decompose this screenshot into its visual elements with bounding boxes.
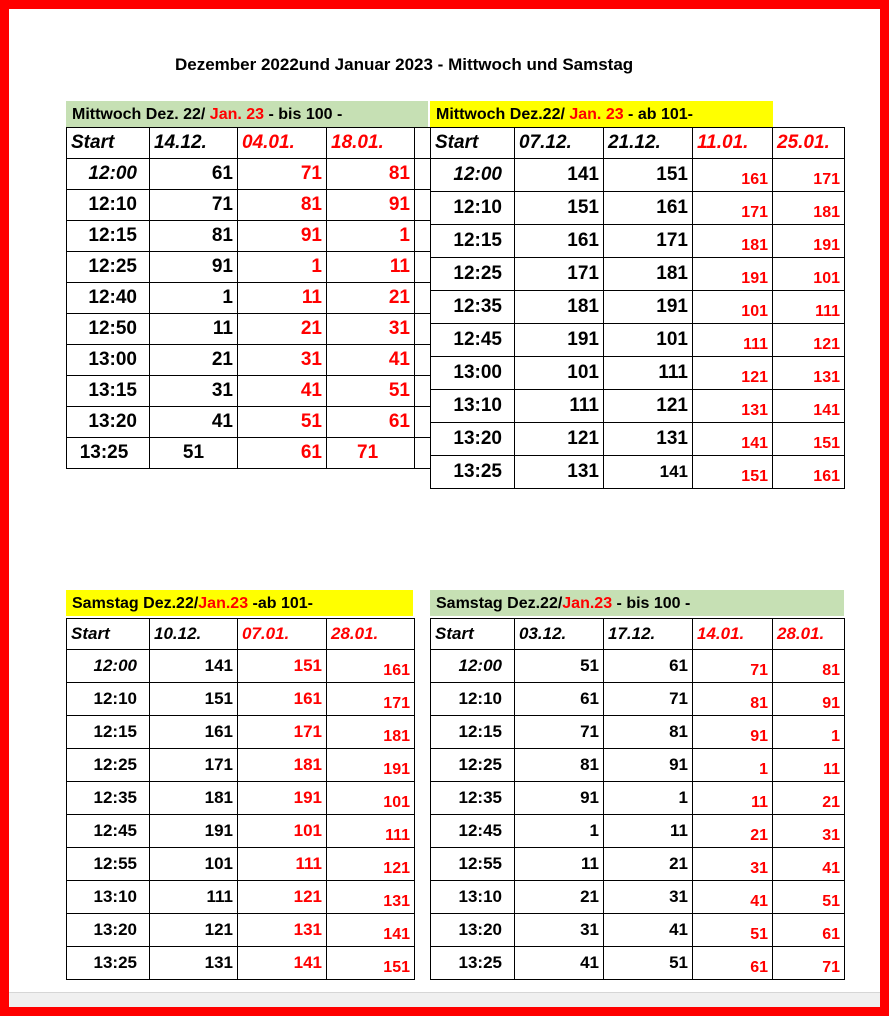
number-cell: 171 [773,159,845,192]
table-row [67,716,415,749]
table-row [67,914,415,947]
start-time-cell: 12:25 [431,258,515,291]
number-cell: 191 [773,225,845,258]
number-cell: 81 [773,650,845,683]
number-cell: 111 [604,357,693,390]
table-row [431,815,845,848]
start-time-cell: 12:25 [67,749,150,782]
number-cell: 191 [327,749,415,782]
number-cell: 121 [150,914,238,947]
table-row [431,881,845,914]
table-row [67,314,431,345]
number-cell: 141 [327,914,415,947]
number-cell: 181 [515,291,604,324]
number-cell: 71 [515,716,604,749]
number-cell: 61 [327,407,415,438]
start-time-cell: 12:35 [67,782,150,815]
start-time-cell: 13:20 [67,407,150,438]
number-cell: 51 [773,881,845,914]
number-cell: 81 [693,683,773,716]
table-row [67,683,415,716]
number-cell: 21 [327,283,415,314]
t4-body [431,619,845,980]
start-time-cell: 13:25 [67,947,150,980]
t3-header-black: Samstag Dez.22/ [72,595,199,612]
number-cell: 131 [327,881,415,914]
number-cell: 131 [604,423,693,456]
start-time-cell: 12:15 [67,221,150,252]
number-cell: 21 [150,345,238,376]
start-time-cell: 13:20 [431,423,515,456]
number-cell: 191 [515,324,604,357]
start-time-cell: 12:00 [67,159,150,190]
number-cell: 21 [773,782,845,815]
t1-header [66,101,428,127]
number-cell: 191 [238,782,327,815]
number-cell: 31 [693,848,773,881]
start-time-cell: 12:00 [67,650,150,683]
table-row [431,357,845,390]
number-cell: 51 [327,376,415,407]
number-cell: 161 [150,716,238,749]
number-cell: 91 [693,716,773,749]
table-row [67,407,431,438]
start-time-cell: 12:00 [431,650,515,683]
number-cell: 171 [150,749,238,782]
t1-col-header: 14.12. [150,128,238,159]
number-cell: 181 [604,258,693,291]
start-time-cell: 12:40 [67,283,150,314]
t3-col-header: 28.01. [327,619,415,650]
start-time-cell: 12:55 [67,848,150,881]
number-cell: 121 [773,324,845,357]
t1-col-header: 18.01. [327,128,415,159]
table-row [67,345,431,376]
t1-body [67,128,431,469]
table-row [431,159,845,192]
t4-header [430,590,844,616]
start-time-cell: 13:25 [67,438,150,469]
table-row [431,423,845,456]
number-cell: 81 [604,716,693,749]
t2-col-header: Start [431,128,515,159]
number-cell: 191 [604,291,693,324]
number-cell: 61 [238,438,327,469]
table-row [431,914,845,947]
t3-body [67,619,415,980]
number-cell: 131 [515,456,604,489]
table-row [67,749,415,782]
number-cell: 131 [773,357,845,390]
table-row [67,376,431,407]
t4-header-row [431,619,845,650]
start-time-cell: 12:25 [67,252,150,283]
table-row [67,848,415,881]
number-cell: 91 [773,683,845,716]
table-row [431,947,845,980]
number-cell: 91 [327,190,415,221]
table-row [67,190,431,221]
t1-table [66,127,431,469]
t3-col-header: 07.01. [238,619,327,650]
start-time-cell: 12:15 [67,716,150,749]
start-time-cell: 12:45 [431,324,515,357]
start-time-cell: 12:35 [431,782,515,815]
number-cell: 41 [238,376,327,407]
number-cell: 41 [327,345,415,376]
table-row [67,650,415,683]
table-row [431,716,845,749]
page-title: Dezember 2022und Januar 2023 - Mittwoch und Samstag [175,55,634,74]
start-time-cell: 12:45 [431,815,515,848]
number-cell: 41 [693,881,773,914]
t2-col-header: 21.12. [604,128,693,159]
number-cell: 171 [327,683,415,716]
number-cell: 161 [604,192,693,225]
t1-gap-cell [415,438,431,469]
number-cell: 61 [515,683,604,716]
number-cell: 121 [327,848,415,881]
t3-header-red: Jan.23 [198,595,249,612]
number-cell: 111 [515,390,604,423]
number-cell: 41 [773,848,845,881]
start-time-cell: 13:20 [67,914,150,947]
start-time-cell: 13:15 [67,376,150,407]
number-cell: 11 [327,252,415,283]
t1-gap-cell [415,221,431,252]
number-cell: 101 [238,815,327,848]
t1-header-suffix: - bis 100 - [264,106,343,123]
number-cell: 101 [515,357,604,390]
t2-header [430,101,773,127]
t4-header-suffix: - bis 100 - [612,595,691,612]
number-cell: 81 [515,749,604,782]
number-cell: 171 [693,192,773,225]
number-cell: 171 [515,258,604,291]
start-time-cell: 12:25 [431,749,515,782]
number-cell: 31 [773,815,845,848]
start-time-cell: 12:10 [431,683,515,716]
t2-header-suffix: - ab 101- [623,106,693,123]
start-time-cell: 13:25 [431,456,515,489]
number-cell: 181 [693,225,773,258]
number-cell: 31 [238,345,327,376]
t1-gap-cell [415,283,431,314]
number-cell: 141 [515,159,604,192]
number-cell: 91 [604,749,693,782]
number-cell: 21 [515,881,604,914]
number-cell: 151 [327,947,415,980]
t4-col-header: 17.12. [604,619,693,650]
t2-header-row [431,128,845,159]
number-cell: 51 [515,650,604,683]
t3-header [66,590,413,616]
t1-gap-cell [415,128,431,159]
number-cell: 111 [150,881,238,914]
number-cell: 11 [693,782,773,815]
t4-col-header: 03.12. [515,619,604,650]
number-cell: 21 [693,815,773,848]
number-cell: 151 [604,159,693,192]
t3-table [66,618,415,980]
number-cell: 151 [515,192,604,225]
number-cell: 71 [773,947,845,980]
start-time-cell: 12:35 [431,291,515,324]
number-cell: 141 [150,650,238,683]
number-cell: 171 [238,716,327,749]
table-row [431,782,845,815]
number-cell: 121 [604,390,693,423]
number-cell: 71 [693,650,773,683]
number-cell: 71 [238,159,327,190]
table-row [431,749,845,782]
number-cell: 1 [693,749,773,782]
number-cell: 91 [515,782,604,815]
number-cell: 1 [604,782,693,815]
number-cell: 111 [773,291,845,324]
t2-body [431,128,845,489]
number-cell: 181 [150,782,238,815]
start-time-cell: 12:55 [431,848,515,881]
t4-col-header: 28.01. [773,619,845,650]
number-cell: 101 [693,291,773,324]
number-cell: 141 [604,456,693,489]
number-cell: 101 [150,848,238,881]
table-row [67,283,431,314]
start-time-cell: 13:25 [431,947,515,980]
number-cell: 111 [238,848,327,881]
number-cell: 31 [150,376,238,407]
start-time-cell: 12:50 [67,314,150,345]
number-cell: 151 [773,423,845,456]
t1-gap-cell [415,345,431,376]
start-time-cell: 13:10 [431,881,515,914]
table-row [431,456,845,489]
number-cell: 121 [238,881,327,914]
number-cell: 181 [238,749,327,782]
number-cell: 51 [238,407,327,438]
table-row [431,683,845,716]
number-cell: 101 [604,324,693,357]
number-cell: 131 [150,947,238,980]
t4-header-black: Samstag Dez.22/ [436,595,563,612]
number-cell: 111 [327,815,415,848]
number-cell: 71 [604,683,693,716]
number-cell: 1 [238,252,327,283]
number-cell: 91 [150,252,238,283]
number-cell: 141 [773,390,845,423]
t1-col-header: Start [67,128,150,159]
start-time-cell: 13:10 [431,390,515,423]
number-cell: 31 [515,914,604,947]
number-cell: 151 [150,683,238,716]
t3-header-row [67,619,415,650]
t2-header-black: Mittwoch Dez.22/ [436,106,565,123]
table-row [431,324,845,357]
number-cell: 81 [150,221,238,252]
number-cell: 131 [693,390,773,423]
start-time-cell: 13:20 [431,914,515,947]
t2-col-header: 11.01. [693,128,773,159]
number-cell: 141 [238,947,327,980]
number-cell: 21 [604,848,693,881]
t2-col-header: 07.12. [515,128,604,159]
number-cell: 61 [150,159,238,190]
number-cell: 161 [773,456,845,489]
t1-gap-cell [415,407,431,438]
t1-header-row [67,128,431,159]
start-time-cell: 13:00 [67,345,150,376]
number-cell: 161 [693,159,773,192]
table-row [431,650,845,683]
t4-table [430,618,845,980]
table-row [431,390,845,423]
number-cell: 11 [773,749,845,782]
t3-header-suffix: -ab 101- [248,595,314,612]
t2-header-red: Jan. 23 [564,106,624,123]
number-cell: 61 [773,914,845,947]
t4-col-header: 14.01. [693,619,773,650]
number-cell: 1 [150,283,238,314]
start-time-cell: 13:00 [431,357,515,390]
t3-col-header: 10.12. [150,619,238,650]
start-time-cell: 13:10 [67,881,150,914]
table-row [431,258,845,291]
table-row [67,221,431,252]
number-cell: 11 [238,283,327,314]
number-cell: 11 [604,815,693,848]
table-row [67,947,415,980]
number-cell: 151 [693,456,773,489]
number-cell: 161 [515,225,604,258]
t1-gap-cell [415,190,431,221]
start-time-cell: 12:10 [67,683,150,716]
table-row [67,881,415,914]
table-row [67,159,431,190]
number-cell: 1 [773,716,845,749]
start-time-cell: 12:15 [431,716,515,749]
number-cell: 161 [327,650,415,683]
number-cell: 131 [238,914,327,947]
number-cell: 121 [693,357,773,390]
table-row [431,225,845,258]
start-time-cell: 12:45 [67,815,150,848]
number-cell: 41 [604,914,693,947]
t4-header-red: Jan.23 [562,595,613,612]
t1-header-red: Jan. 23 [205,106,265,123]
bottom-scrollbar[interactable] [9,992,880,1007]
t1-header-black: Mittwoch Dez. 22/ [72,106,206,123]
number-cell: 41 [150,407,238,438]
number-cell: 191 [150,815,238,848]
number-cell: 71 [327,438,415,469]
t3-col-header: Start [67,619,150,650]
number-cell: 111 [693,324,773,357]
number-cell: 81 [327,159,415,190]
number-cell: 51 [604,947,693,980]
t1-gap-cell [415,314,431,345]
number-cell: 71 [150,190,238,221]
start-time-cell: 12:10 [431,192,515,225]
number-cell: 11 [515,848,604,881]
number-cell: 101 [327,782,415,815]
start-time-cell: 12:00 [431,159,515,192]
number-cell: 81 [238,190,327,221]
t2-table [430,127,845,489]
number-cell: 101 [773,258,845,291]
number-cell: 31 [327,314,415,345]
number-cell: 151 [238,650,327,683]
number-cell: 171 [604,225,693,258]
table-row [431,192,845,225]
number-cell: 161 [238,683,327,716]
table-row [67,815,415,848]
number-cell: 61 [604,650,693,683]
number-cell: 141 [693,423,773,456]
t4-col-header: Start [431,619,515,650]
start-time-cell: 12:10 [67,190,150,221]
table-row [67,782,415,815]
t1-gap-cell [415,252,431,283]
start-time-cell: 12:15 [431,225,515,258]
number-cell: 51 [150,438,238,469]
number-cell: 41 [515,947,604,980]
number-cell: 91 [238,221,327,252]
t1-col-header: 04.01. [238,128,327,159]
table-row [67,252,431,283]
number-cell: 1 [327,221,415,252]
number-cell: 181 [327,716,415,749]
number-cell: 31 [604,881,693,914]
number-cell: 61 [693,947,773,980]
number-cell: 121 [515,423,604,456]
t2-col-header: 25.01. [773,128,845,159]
number-cell: 191 [693,258,773,291]
number-cell: 21 [238,314,327,345]
table-row [431,848,845,881]
table-row [431,291,845,324]
number-cell: 1 [515,815,604,848]
number-cell: 11 [150,314,238,345]
t1-gap-cell [415,159,431,190]
number-cell: 51 [693,914,773,947]
t1-gap-cell [415,376,431,407]
number-cell: 181 [773,192,845,225]
table-row [67,438,431,469]
